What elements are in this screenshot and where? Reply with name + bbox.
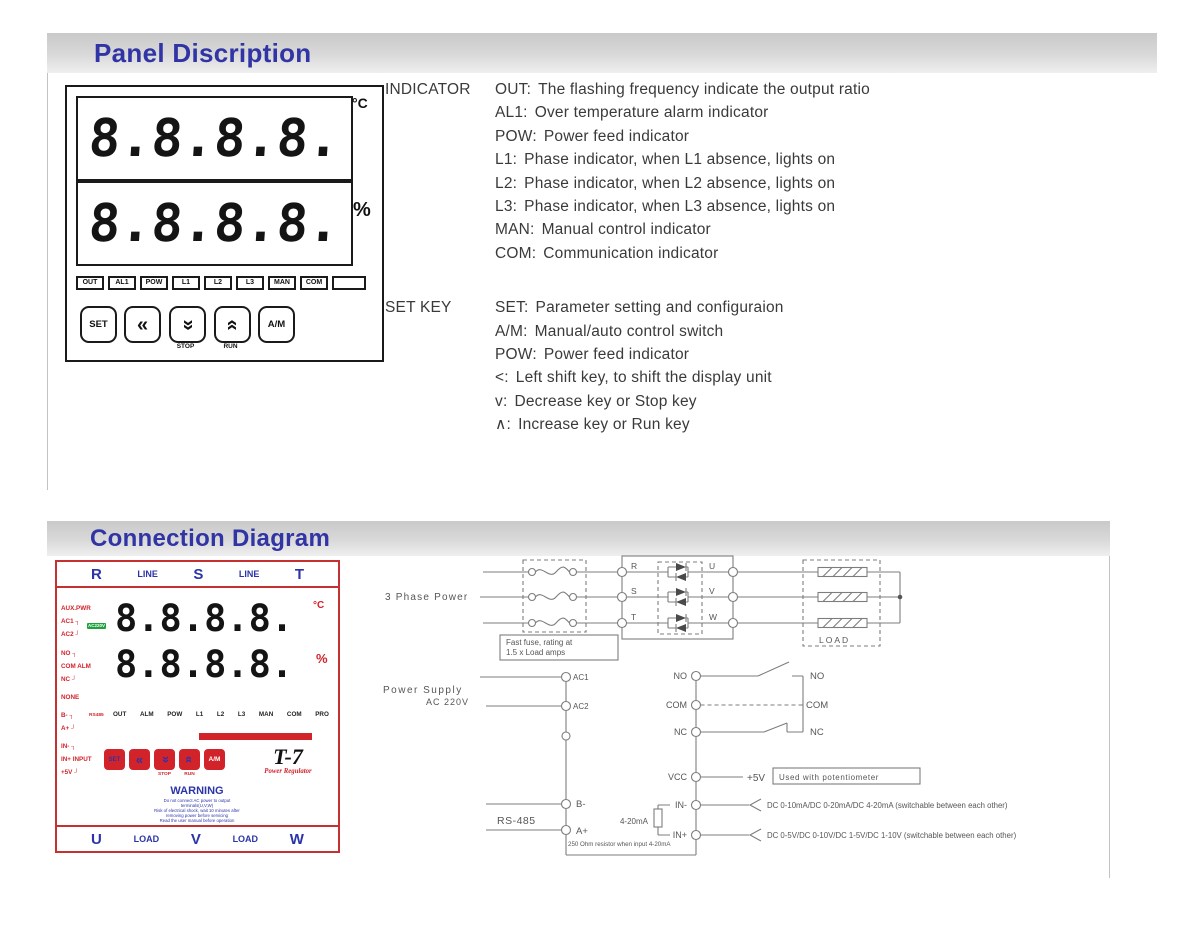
- terminal-w: W: [289, 830, 304, 848]
- line-label: LINE: [137, 569, 158, 579]
- decrease-stop-button: [154, 749, 175, 770]
- terminal-v: V: [190, 830, 201, 848]
- label-ac2: AC2 ┘: [61, 631, 80, 638]
- load-label: LOAD: [232, 834, 259, 844]
- indicator-al1: AL1: [108, 276, 136, 290]
- seven-segment-bottom: 8.8.8.8.: [115, 643, 294, 686]
- decrease-stop-button: [169, 306, 206, 343]
- percent-unit-label: %: [353, 199, 371, 221]
- terminal-t: T: [631, 612, 637, 622]
- list-item: L3: Phase indicator, when L3 absence, lights on: [495, 198, 836, 216]
- list-item: AL1: Over temperature alarm indicator: [495, 104, 769, 122]
- t7-display: [115, 596, 329, 688]
- increase-run-button: [214, 306, 251, 343]
- fuse-note-line1: Fast fuse, rating at: [506, 638, 573, 647]
- terminal-nc: NC: [674, 727, 687, 737]
- indicator-com: COM: [300, 276, 328, 290]
- list-item: COM: Communication indicator: [495, 244, 719, 262]
- red-accent-bar: [199, 733, 312, 740]
- left-shift-button: [124, 306, 161, 343]
- terminal-v: V: [709, 586, 715, 596]
- indicator-out: OUT: [76, 276, 104, 290]
- ac220v-tag: AC220V: [88, 623, 106, 628]
- pot-note: Used with potentiometer: [779, 773, 880, 782]
- celsius-unit-label: °C: [313, 600, 325, 611]
- voltage-input-note: DC 0-5V/DC 0-10V/DC 1-5V/DC 1-10V (switchable between each other): [767, 831, 1017, 840]
- terminal-s: S: [631, 586, 637, 596]
- wiring-diagram: [340, 543, 1110, 878]
- terminal-in-plus: IN+: [672, 830, 687, 840]
- t7-indicator-row: [113, 711, 329, 718]
- list-item: L2: Phase indicator, when L2 absence, lights on: [495, 174, 836, 192]
- panel-device-illustration: [65, 85, 384, 362]
- panel-section-left-border: [47, 33, 48, 490]
- label-b-minus: B- ┐: [61, 712, 74, 719]
- warning-block: WARNING Do not connect AC power to output terminals(U,V,W) Risk of electrical shock, wait 10 minutes after removing power before servicing Read the user manual before operation: [94, 785, 300, 823]
- list-item: OUT: The flashing frequency indicate the output ratio: [495, 81, 870, 98]
- label-com-alm: COM ALM: [61, 663, 91, 670]
- current-input-note: DC 0-10mA/DC 0-20mA/DC 4-20mA (switchable between each other): [767, 801, 1008, 810]
- load-resistor-icon: [818, 568, 867, 577]
- t7-top-terminal-row: [57, 562, 338, 588]
- indicator-blank: [332, 276, 366, 290]
- set-button: SET: [104, 749, 125, 770]
- input-resistor: [654, 809, 662, 827]
- indicator-l2: L2: [204, 276, 232, 290]
- stop-label: STOP: [176, 343, 195, 350]
- indicator-man: MAN: [268, 276, 296, 290]
- indicator-out: OUT: [113, 711, 127, 718]
- indicator-com: COM: [286, 711, 302, 718]
- terminal-a-plus: A+: [576, 826, 588, 837]
- three-phase-label: 3 Phase Power: [385, 592, 469, 603]
- label-a-plus: A+ ┘: [61, 725, 76, 732]
- power-supply-voltage: AC 220V: [426, 697, 470, 707]
- indicator-heading: INDICATOR: [385, 81, 471, 98]
- chevron-up-icon: «: [181, 755, 197, 764]
- relay-nc-label: NC: [810, 727, 824, 738]
- relay-no-label: NO: [810, 671, 825, 682]
- panel-section-title: Panel Discription: [94, 37, 312, 68]
- rs485-tag: RS485: [89, 713, 104, 718]
- list-item: POW: Power feed indicator: [495, 127, 690, 145]
- terminal-u: U: [91, 830, 102, 848]
- auto-manual-button: A/M: [204, 749, 225, 770]
- load-resistor-icon: [818, 619, 867, 628]
- label-no: NO ┐: [61, 650, 77, 657]
- fuse-symbol: [529, 592, 577, 600]
- setkey-group: [385, 296, 1165, 436]
- celsius-unit-label: °C: [352, 95, 368, 111]
- model-subtitle: Power Regulator: [264, 768, 312, 775]
- setkey-items: [495, 296, 784, 436]
- display-window-bottom: [76, 181, 353, 266]
- terminal-vcc: VCC: [667, 772, 687, 782]
- rs485-label: RS-485: [497, 815, 536, 827]
- label-5v: +5V ┘: [61, 769, 79, 776]
- run-label: RUN: [184, 772, 195, 777]
- terminal-b-minus: B-: [576, 799, 586, 810]
- indicator-alm: ALM: [139, 711, 154, 718]
- indicator-lamp-row: [76, 276, 366, 290]
- resistor-note: 250 Ohm resistor when input 4-20mA: [568, 841, 671, 848]
- display-window-top: [76, 96, 353, 181]
- label-nc: NC ┘: [61, 676, 77, 683]
- list-item: ∧: Increase key or Run key: [495, 416, 690, 434]
- chevron-up-icon: «: [221, 318, 244, 331]
- t7-device-illustration: [55, 560, 340, 853]
- indicator-pow: POW: [167, 711, 183, 718]
- fuse-note-line2: 1.5 x Load amps: [506, 648, 566, 657]
- t7-button-row: [104, 749, 225, 770]
- fuse-symbol: [529, 618, 577, 626]
- label-ac1: AC1 ┐: [61, 618, 80, 625]
- model-mark: [241, 746, 335, 776]
- seven-segment-top: 8.8.8.8.: [87, 108, 342, 169]
- terminal-s: S: [193, 565, 204, 583]
- connection-section-title: Connection Diagram: [90, 524, 331, 552]
- terminal-ac2: AC2: [573, 702, 589, 711]
- power-supply-label: Power Supply: [383, 685, 463, 696]
- list-item: <: Left shift key, to shift the display unit: [495, 369, 772, 387]
- scr-pair-icon: [662, 614, 694, 632]
- increase-run-button: [179, 749, 200, 770]
- run-label: RUN: [223, 343, 238, 350]
- set-button-label: SET: [89, 319, 108, 330]
- scr-pair-icon: [662, 563, 694, 581]
- load-label: LOAD: [133, 834, 160, 844]
- terminal-ac1: AC1: [573, 673, 589, 682]
- indicator-group: [385, 78, 1165, 265]
- terminal-r: R: [91, 565, 102, 583]
- fuse-symbol: [529, 567, 577, 575]
- percent-unit-label: %: [316, 651, 328, 666]
- indicator-l1: L1: [172, 276, 200, 290]
- list-item: SET: Parameter setting and configuraion: [495, 299, 784, 317]
- list-item: L1: Phase indicator, when L1 absence, lights on: [495, 151, 836, 169]
- terminal-in-minus: IN-: [675, 800, 687, 810]
- set-button: [80, 306, 117, 343]
- t7-bottom-terminal-row: [57, 825, 338, 851]
- list-item: MAN: Manual control indicator: [495, 221, 711, 239]
- ma-label: 4-20mA: [619, 817, 648, 826]
- terminal-no: NO: [673, 671, 687, 681]
- label-in-plus: IN+ INPUT: [61, 756, 92, 763]
- left-shift-button: [129, 749, 150, 770]
- load-resistor-icon: [818, 593, 867, 602]
- indicator-pow: POW: [140, 276, 168, 290]
- chevron-left-icon: «: [135, 752, 144, 767]
- line-label: LINE: [238, 569, 260, 579]
- label-aux-pwr: AUX.PWR: [61, 605, 91, 612]
- am-button-label: A/M: [267, 319, 286, 330]
- scr-pair-icon: [662, 588, 694, 606]
- terminal-w: W: [709, 612, 718, 622]
- indicator-l2: L2: [216, 711, 225, 718]
- indicator-man: MAN: [258, 711, 274, 718]
- chevron-down-icon: «: [156, 755, 172, 764]
- chevron-left-icon: «: [136, 313, 149, 336]
- panel-descriptions: [385, 78, 1165, 437]
- t7-display-bottom: [115, 642, 329, 688]
- model-name: T-7: [273, 744, 303, 769]
- terminal-com: COM: [666, 700, 687, 710]
- panel-section-header: [47, 33, 1157, 73]
- terminal-t: T: [294, 565, 304, 583]
- list-item: v: Decrease key or Stop key: [495, 392, 697, 410]
- plus5v-label: +5V: [747, 773, 766, 784]
- load-label: LOAD: [819, 635, 851, 645]
- chevron-down-icon: «: [176, 318, 199, 331]
- terminal-r: R: [631, 561, 638, 571]
- indicator-pro: PRO: [315, 711, 329, 718]
- indicator-l3: L3: [236, 276, 264, 290]
- list-item: POW: Power feed indicator: [495, 346, 690, 364]
- t7-display-top: [115, 596, 329, 642]
- terminal-u: U: [709, 561, 716, 571]
- seven-segment-top: 8.8.8.8.: [115, 597, 294, 640]
- warning-title: WARNING: [170, 785, 224, 797]
- relay-com-label: COM: [806, 700, 829, 711]
- label-none: NONE: [61, 694, 80, 701]
- seven-segment-bottom: 8.8.8.8.: [87, 193, 342, 254]
- setkey-heading: SET KEY: [385, 299, 452, 317]
- indicator-l1: L1: [195, 711, 204, 718]
- list-item: A/M: Manual/auto control switch: [495, 322, 724, 340]
- label-in-minus: IN- ┐: [61, 743, 76, 750]
- junction-dot: [898, 595, 903, 600]
- auto-manual-button: [258, 306, 295, 343]
- stop-label: STOP: [158, 772, 171, 777]
- indicator-items: [495, 78, 870, 265]
- indicator-l3: L3: [237, 711, 246, 718]
